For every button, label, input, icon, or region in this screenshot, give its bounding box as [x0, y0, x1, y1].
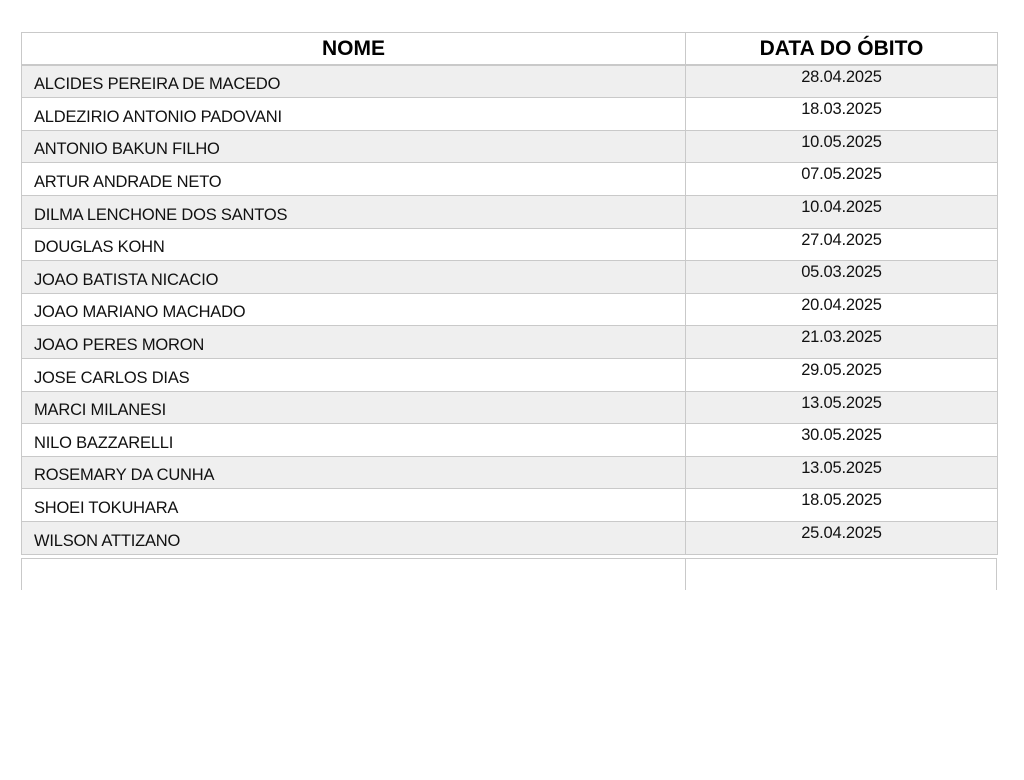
name-cell: MARCI MILANESI [22, 391, 686, 424]
table-row [22, 228, 998, 261]
date-cell: 10.04.2025 [686, 195, 998, 228]
name-cell: ALCIDES PEREIRA DE MACEDO [22, 65, 686, 98]
table-row [22, 489, 998, 522]
date-cell: 25.04.2025 [686, 521, 998, 554]
table-row [22, 293, 998, 326]
date-cell: 05.03.2025 [686, 261, 998, 294]
name-cell: JOAO MARIANO MACHADO [22, 293, 686, 326]
name-cell: ANTONIO BAKUN FILHO [22, 130, 686, 163]
empty-date-cell [685, 559, 997, 590]
table-header [22, 33, 998, 66]
table-row [22, 65, 998, 98]
name-cell: JOAO BATISTA NICACIO [22, 261, 686, 294]
date-cell: 29.05.2025 [686, 358, 998, 391]
table-row [22, 163, 998, 196]
date-cell: 13.05.2025 [686, 391, 998, 424]
name-cell: NILO BAZZARELLI [22, 424, 686, 457]
obituary-table [21, 32, 998, 555]
table-row [22, 521, 998, 554]
name-cell: ARTUR ANDRADE NETO [22, 163, 686, 196]
date-cell: 28.04.2025 [686, 65, 998, 98]
date-cell: 30.05.2025 [686, 424, 998, 457]
table-body [22, 65, 998, 554]
date-cell: 07.05.2025 [686, 163, 998, 196]
table-row [22, 358, 998, 391]
header-row [22, 33, 998, 66]
table-row [22, 326, 998, 359]
name-cell: ROSEMARY DA CUNHA [22, 456, 686, 489]
name-cell: JOAO PERES MORON [22, 326, 686, 359]
date-cell: 18.05.2025 [686, 489, 998, 522]
name-cell: DOUGLAS KOHN [22, 228, 686, 261]
empty-name-cell [21, 559, 685, 590]
document-sheet [21, 32, 997, 590]
name-cell: WILSON ATTIZANO [22, 521, 686, 554]
table-continuation-row [21, 558, 997, 590]
table-row [22, 424, 998, 457]
column-header-date: DATA DO ÓBITO [686, 33, 998, 66]
date-cell: 21.03.2025 [686, 326, 998, 359]
table-row [22, 261, 998, 294]
name-cell: JOSE CARLOS DIAS [22, 358, 686, 391]
table-row [22, 98, 998, 131]
date-cell: 13.05.2025 [686, 456, 998, 489]
table-row [22, 456, 998, 489]
table-row [22, 130, 998, 163]
table-row [22, 391, 998, 424]
table-row [22, 195, 998, 228]
date-cell: 27.04.2025 [686, 228, 998, 261]
date-cell: 10.05.2025 [686, 130, 998, 163]
date-cell: 20.04.2025 [686, 293, 998, 326]
date-cell: 18.03.2025 [686, 98, 998, 131]
name-cell: DILMA LENCHONE DOS SANTOS [22, 195, 686, 228]
name-cell: SHOEI TOKUHARA [22, 489, 686, 522]
column-header-name: NOME [22, 33, 686, 66]
name-cell: ALDEZIRIO ANTONIO PADOVANI [22, 98, 686, 131]
